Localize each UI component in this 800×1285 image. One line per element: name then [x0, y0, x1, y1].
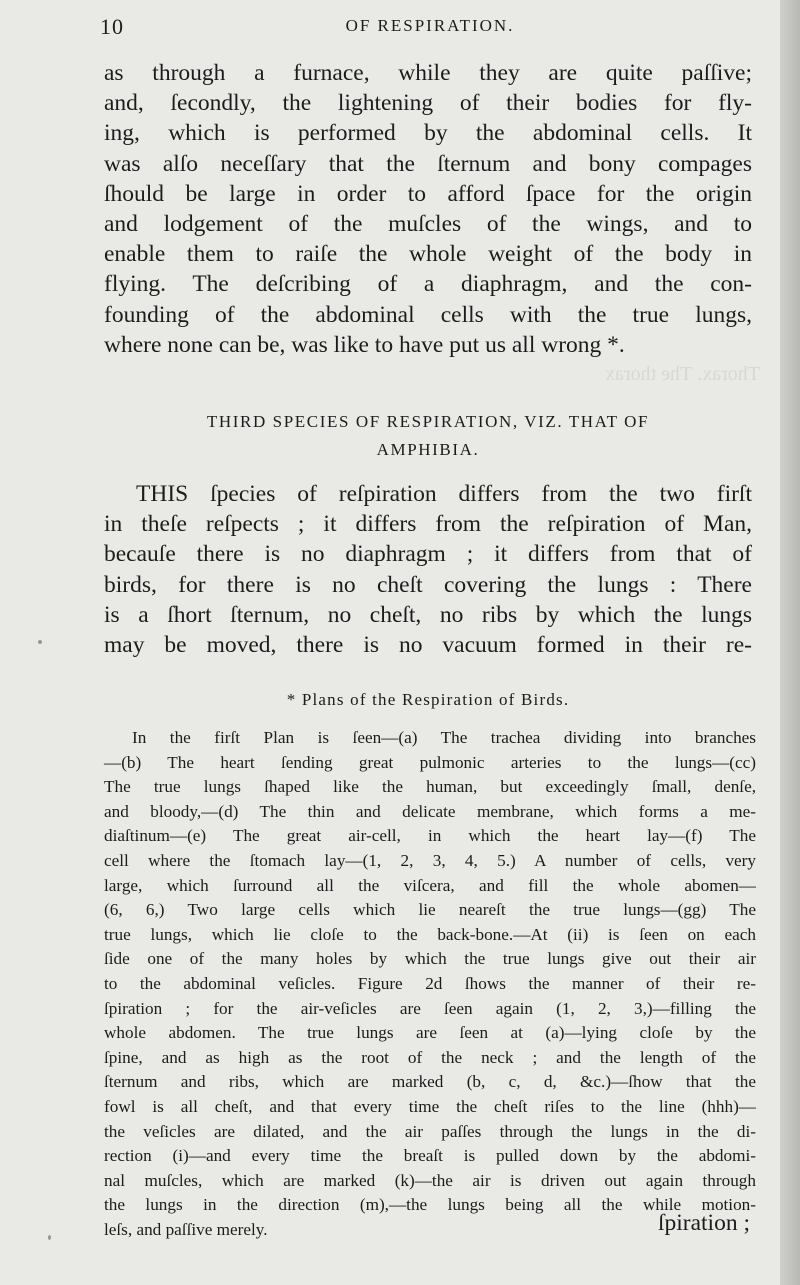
- text-line: ſhould be large in order to afford ſpace for the origin: [104, 180, 752, 207]
- catchword: ſpiration ;: [657, 1210, 750, 1236]
- footnote-line: ſternum and ribs, which are marked (b, c, d, &c.)—ſhow that the: [104, 1072, 756, 1092]
- footnote-line: ſide one of the many holes by which the true lungs give out their air: [104, 949, 756, 969]
- text-line: was alſo neceſſary that the ſternum and bony compages: [104, 150, 752, 177]
- text-line: enable them to raiſe the whole weight of the body in: [104, 241, 752, 268]
- section-heading-line: THIRD SPECIES OF RESPIRATION, VIZ. THAT OF: [206, 412, 650, 431]
- footnote-heading: * Plans of the Respiration of Birds.: [286, 690, 570, 709]
- text-line: is a ſhort ſternum, no cheſt, no ribs by which the lungs: [104, 601, 752, 628]
- text-line: and, ſecondly, the lightening of their bodies for fly-: [104, 90, 752, 117]
- footnote-line: nal muſcles, which are marked (k)—the air is driven out again through: [104, 1170, 756, 1190]
- footnote-line: whole abdomen. The true lungs are ſeen at (a)—lying cloſe by the: [104, 1023, 756, 1043]
- show-through-text: Thoraх. The thorax: [605, 363, 760, 385]
- footnote-line: to the abdominal veſicles. Figure 2d ſhows the manner of their re-: [104, 973, 756, 993]
- text-line: birds, for there is no cheſt covering the lungs : There: [104, 571, 752, 598]
- text-line: may be moved, there is no vacuum formed in their re-: [104, 632, 752, 659]
- text-line: THIS ſpecies of reſpiration differs from the two firſt: [136, 481, 752, 507]
- section-heading-line: AMPHIBIA.: [376, 440, 480, 459]
- footnote-line: true lungs, which lie cloſe to the back-bone.—At (ii) is ſeen on each: [104, 924, 756, 944]
- ink-speck: [48, 1235, 51, 1240]
- page-number: 10: [100, 14, 124, 39]
- text-line: as through a furnace, while they are quite paſſive;: [104, 60, 752, 86]
- footnote-line: and bloody,—(d) The thin and delicate membrane, which forms a me-: [104, 801, 756, 821]
- footnote-line: the veſicles are dilated, and the air paſſes through the lungs in the di-: [104, 1121, 756, 1141]
- footnote-line: (6, 6,) Two large cells which lie neareſt the true lungs—(gg) The: [104, 900, 756, 920]
- ink-speck: [38, 640, 42, 644]
- text-line: in theſe reſpects ; it differs from the reſpiration of Man,: [104, 511, 752, 538]
- footnote-line: cell where the ſtomach lay—(1, 2, 3, 4, 5.) A number of cells, very: [104, 850, 756, 870]
- page-edge: [780, 0, 800, 1285]
- text-line: ing, which is performed by the abdominal cells. It: [104, 120, 752, 147]
- footnote: [104, 726, 756, 1242]
- footnote-line: leſs, and paſſive merely.: [104, 1219, 268, 1239]
- footnote-line: diaſtinum—(e) The great air-cell, in which the heart lay—(f) The: [104, 826, 756, 846]
- text-line: where none can be, was like to have put us all wrong *.: [104, 331, 625, 358]
- section-paragraph: [104, 479, 752, 660]
- footnote-line: large, which ſurround all the viſcera, and fill the whole abomen—: [104, 875, 756, 895]
- running-title: OF RESPIRATION.: [345, 16, 515, 35]
- text-line: founding of the abdominal cells with the true lungs,: [104, 301, 752, 328]
- footnote-line: In the firſt Plan is ſeen—(a) The trachea dividing into branches: [132, 728, 756, 747]
- text-line: flying. The deſcribing of a diaphragm, and the con-: [104, 271, 752, 298]
- footnote-line: the lungs in the direction (m),—the lungs being all the while motion-: [104, 1195, 756, 1215]
- page-header: [100, 14, 760, 42]
- text-line: and lodgement of the muſcles of the wings, and to: [104, 211, 752, 238]
- section-heading: [104, 408, 752, 464]
- footnote-line: —(b) The heart ſending great pulmonic arteries to the lungs—(cc): [104, 752, 756, 772]
- footnote-line: ſpine, and as high as the root of the neck ; and the length of the: [104, 1047, 756, 1067]
- footnote-line: ſpiration ; for the air-veſicles are ſeen again (1, 2, 3,)—filling the: [104, 998, 756, 1018]
- text-line: becauſe there is no diaphragm ; it differs from that of: [104, 541, 752, 568]
- footnote-line: fowl is all cheſt, and that every time the cheſt riſes to the line (hhh)—: [104, 1096, 756, 1116]
- continued-paragraph: [104, 58, 752, 360]
- footnote-line: The true lungs ſhaped like the human, but exceedingly ſmall, denſe,: [104, 777, 756, 797]
- footnote-line: rection (i)—and every time the breaſt is pulled down by the abdomi-: [104, 1146, 756, 1166]
